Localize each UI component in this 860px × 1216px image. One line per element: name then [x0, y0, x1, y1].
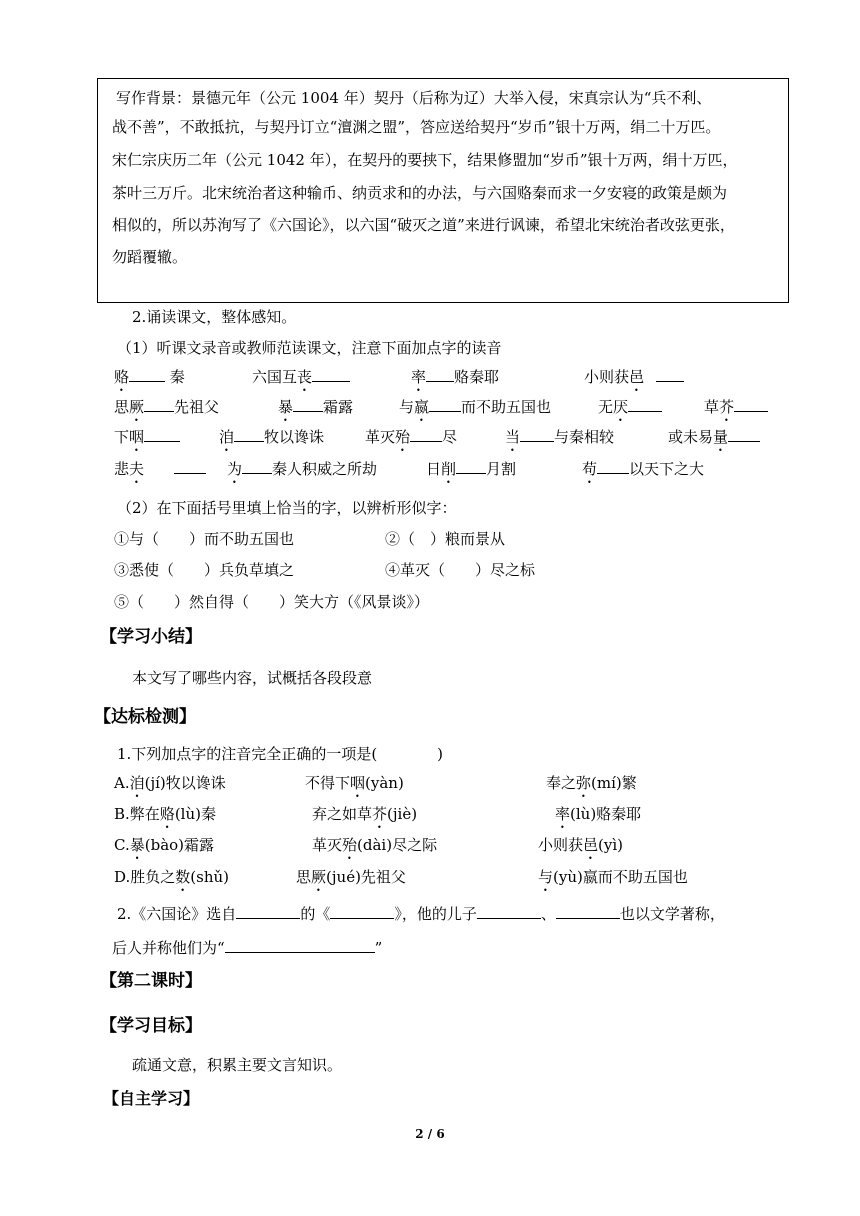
pron-item: 当 与秦相较	[505, 428, 615, 446]
answer-blank[interactable]	[144, 427, 180, 442]
fill-item: ③悉使（ ）兵负草填之	[114, 561, 295, 579]
pron-item: 或未易量	[668, 427, 760, 455]
answer-blank[interactable]	[330, 904, 394, 919]
answer-blank[interactable]	[144, 397, 174, 412]
pron-item: 与嬴 而不助五国也	[399, 398, 552, 416]
self-study-heading: 【自主学习】	[103, 1089, 200, 1108]
option-c-part: 小则获邑(yì)	[538, 836, 624, 854]
pron-item: 苟 以天下之大	[582, 460, 705, 478]
pron-item: 为 秦人积威之所劫	[227, 460, 378, 478]
similar-chars-question-title: （2）在下面括号里填上恰当的字，以辨析形似字：	[117, 499, 457, 517]
step-2-text: 2.诵读课文，整体感知。	[132, 308, 297, 326]
pron-item: 悲夫	[114, 459, 206, 487]
answer-blank[interactable]	[556, 904, 620, 919]
pron-item: 六国互丧	[252, 367, 350, 395]
goal-heading: 【学习目标】	[100, 1016, 202, 1036]
answer-blank[interactable]	[236, 904, 300, 919]
background-line: 写作背景：景德元年（公元 1004 年）契丹（后称为辽）大举入侵，宋真宗认为“兵不利、	[116, 89, 712, 107]
option-d-part: 思厥(jué)先祖父	[296, 868, 406, 886]
check-question-2-cont: 后人并称他们为“ ”	[112, 939, 383, 957]
option-b-part: 弃之如草芥(jiè)	[312, 805, 418, 823]
option-b-part: 率(lù)赂秦耶	[555, 805, 642, 823]
answer-blank[interactable]	[656, 367, 684, 382]
pron-item: 暴 霜露	[278, 398, 354, 416]
answer-blank[interactable]	[410, 427, 442, 442]
fill-item: ④革灭（ ）尽之标	[385, 561, 536, 579]
option-a-part: 奉之弥(mí)繁	[546, 774, 637, 792]
background-line: 茶叶三万斤。北宋统治者这种输币、纳贡求和的办法，与六国赂秦而求一夕安寝的政策是颇为	[112, 184, 728, 202]
fill-item: ①与（ ）而不助五国也	[114, 530, 295, 548]
answer-blank[interactable]	[225, 938, 375, 953]
option-a-part: A.洎(jí)牧以谗诛	[114, 774, 226, 792]
page-number: 2 / 6	[415, 1127, 445, 1141]
answer-blank[interactable]	[312, 367, 350, 382]
option-a-part: 不得下咽(yàn)	[305, 774, 404, 792]
summary-heading: 【学习小结】	[100, 627, 202, 647]
option-d-part: D.胜负之数(shǔ)	[114, 868, 230, 886]
option-c-part: 革灭殆(dài)尽之际	[312, 836, 438, 854]
option-d-part: 与(yù)嬴而不助五国也	[538, 868, 688, 886]
fill-item: ⑤（ ）然自得（ ）笑大方（《风景谈》）	[114, 593, 430, 611]
background-line: 相似的，所以苏洵写了《六国论》，以六国“破灭之道”来进行讽谏，希望北宋统治者改弦更张，	[112, 216, 735, 234]
answer-blank[interactable]	[628, 397, 662, 412]
answer-blank[interactable]	[426, 367, 454, 382]
background-line: 宋仁宗庆历二年（公元 1042 年），在契丹的要挟下，结果修盟加“岁币”银十万两，绢十万匹，	[112, 151, 738, 169]
pron-item: 率 赂秦耶	[411, 368, 500, 386]
pron-item: 思厥 先祖父	[114, 398, 220, 416]
pron-item: 小则获邑	[584, 367, 684, 395]
check-question-1: 1.下列加点字的注音完全正确的一项是( )	[117, 745, 444, 763]
background-line: 勿蹈覆辙。	[112, 248, 188, 266]
background-line: 战不善”，不敢抵抗，与契丹订立“澶渊之盟”，答应送给契丹“岁币”银十万两，绢二十万匹。	[112, 118, 721, 136]
option-b-part: B.弊在赂(lù)秦	[114, 805, 216, 823]
answer-blank[interactable]	[728, 427, 760, 442]
pron-item: 日削 月割	[426, 460, 517, 478]
goal-text: 疏通文意，积累主要文言知识。	[132, 1056, 343, 1074]
check-heading: 【达标检测】	[94, 707, 196, 727]
pron-item: 革灭殆 尽	[365, 428, 458, 446]
answer-blank[interactable]	[597, 459, 629, 474]
pron-item: 草芥	[704, 397, 768, 425]
pron-item: 赂 秦	[114, 368, 185, 386]
answer-blank[interactable]	[429, 397, 461, 412]
lesson-2-heading: 【第二课时】	[100, 971, 202, 991]
answer-blank[interactable]	[174, 459, 206, 474]
answer-blank[interactable]	[234, 427, 264, 442]
pron-item: 无厌	[598, 397, 662, 425]
pron-item: 洎 牧以谗诛	[219, 428, 325, 446]
answer-blank[interactable]	[734, 397, 768, 412]
option-c-part: C.暴(bào)霜露	[114, 836, 215, 854]
answer-blank[interactable]	[456, 459, 486, 474]
check-question-2: 2.《六国论》选自 的《 》，他的儿子 、 也以文学著称，	[117, 905, 725, 923]
summary-text: 本文写了哪些内容，试概括各段段意	[132, 669, 373, 687]
pronunciation-question-title: （1）听课文录音或教师范读课文，注意下面加点字的读音	[117, 339, 502, 357]
pron-item: 下咽	[114, 427, 180, 455]
answer-blank[interactable]	[242, 459, 272, 474]
answer-blank[interactable]	[520, 427, 554, 442]
answer-blank[interactable]	[129, 367, 165, 382]
answer-blank[interactable]	[477, 904, 541, 919]
fill-item: ②（ ）粮而景从	[385, 530, 506, 548]
answer-blank[interactable]	[293, 397, 323, 412]
